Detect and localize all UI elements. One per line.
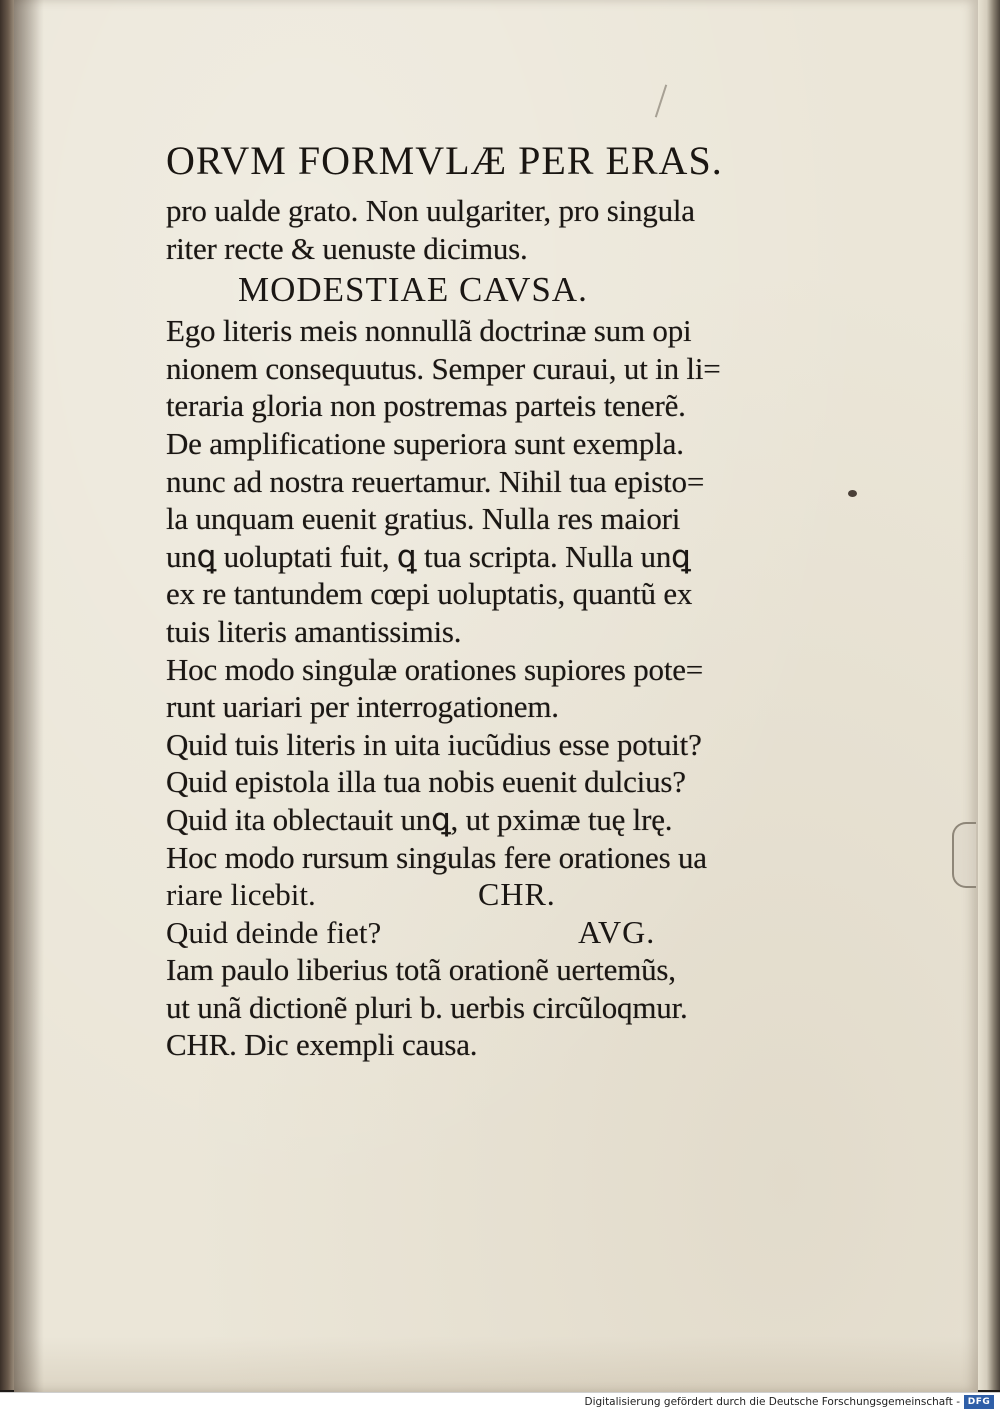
- text-line: teraria gloria non postremas parteis tenerẽ.: [166, 388, 686, 424]
- text-line: Hoc modo rursum singulas fere orationes ua: [166, 839, 707, 875]
- dfg-logo: DFG: [964, 1395, 994, 1409]
- dialogue-line: [166, 914, 806, 952]
- dialogue-text: riare licebit.: [166, 877, 316, 913]
- text-line: tuis literis amantissimis.: [166, 613, 462, 649]
- text-line: ut unã dictionẽ pluri b. uerbis circũloqmur.: [166, 989, 688, 1025]
- text-line: Quid epistola illa tua nobis euenit dulcius?: [166, 764, 686, 800]
- text-line: Quid tuis literis in uita iucũdius esse potuit?: [166, 726, 702, 762]
- text-line: nionem consequutus. Semper curaui, ut in li=: [166, 350, 721, 386]
- page-text: [166, 130, 806, 1064]
- section-heading: MODESTIAE CAVSA.: [238, 270, 588, 310]
- text-line: runt uariari per interrogationem.: [166, 689, 559, 725]
- binding-shadow: [14, 0, 44, 1392]
- funding-credit: Digitalisierung gefördert durch die Deutsche Forschungsgemeinschaft -: [584, 1396, 960, 1408]
- text-line: Iam paulo liberius totã orationẽ uertemũs,: [166, 952, 676, 988]
- ink-spot: [848, 490, 857, 497]
- speaker-label: AVG.: [578, 913, 656, 950]
- dialogue-line: [166, 876, 806, 914]
- text-line: De amplificatione superiora sunt exempla.: [166, 425, 684, 461]
- running-head: ORVM FORMVLÆ PER ERAS.: [166, 138, 723, 183]
- book-edge-right: [978, 0, 1000, 1390]
- text-line: pro ualde grato. Non uulgariter, pro singula: [166, 193, 695, 228]
- text-line: riter recte & uenuste dicimus.: [166, 230, 528, 266]
- text-line: Quid ita oblectauit unꝗ, ut pximæ tuę lrę.: [166, 801, 673, 837]
- text-line: unꝗ uoluptati fuit, ꝗ tua scripta. Nulla unꝗ: [166, 538, 691, 574]
- speaker-label: CHR.: [478, 876, 556, 913]
- page-tab-marker: [952, 822, 976, 888]
- text-line: Ego literis meis nonnullã doctrinæ sum opi: [166, 313, 692, 349]
- text-line: la unquam euenit gratius. Nulla res maiori: [166, 501, 681, 537]
- dialogue-text: Quid deinde fiet?: [166, 914, 382, 950]
- text-line: ex re tantundem cœpi uoluptatis, quantũ ex: [166, 576, 693, 612]
- text-line: nunc ad nostra reuertamur. Nihil tua episto=: [166, 463, 705, 499]
- text-line: CHR. Dic exempli causa.: [166, 1027, 478, 1063]
- digitization-footer: [0, 1392, 1000, 1412]
- text-line: Hoc modo singulæ orationes supiores pote=: [166, 651, 704, 687]
